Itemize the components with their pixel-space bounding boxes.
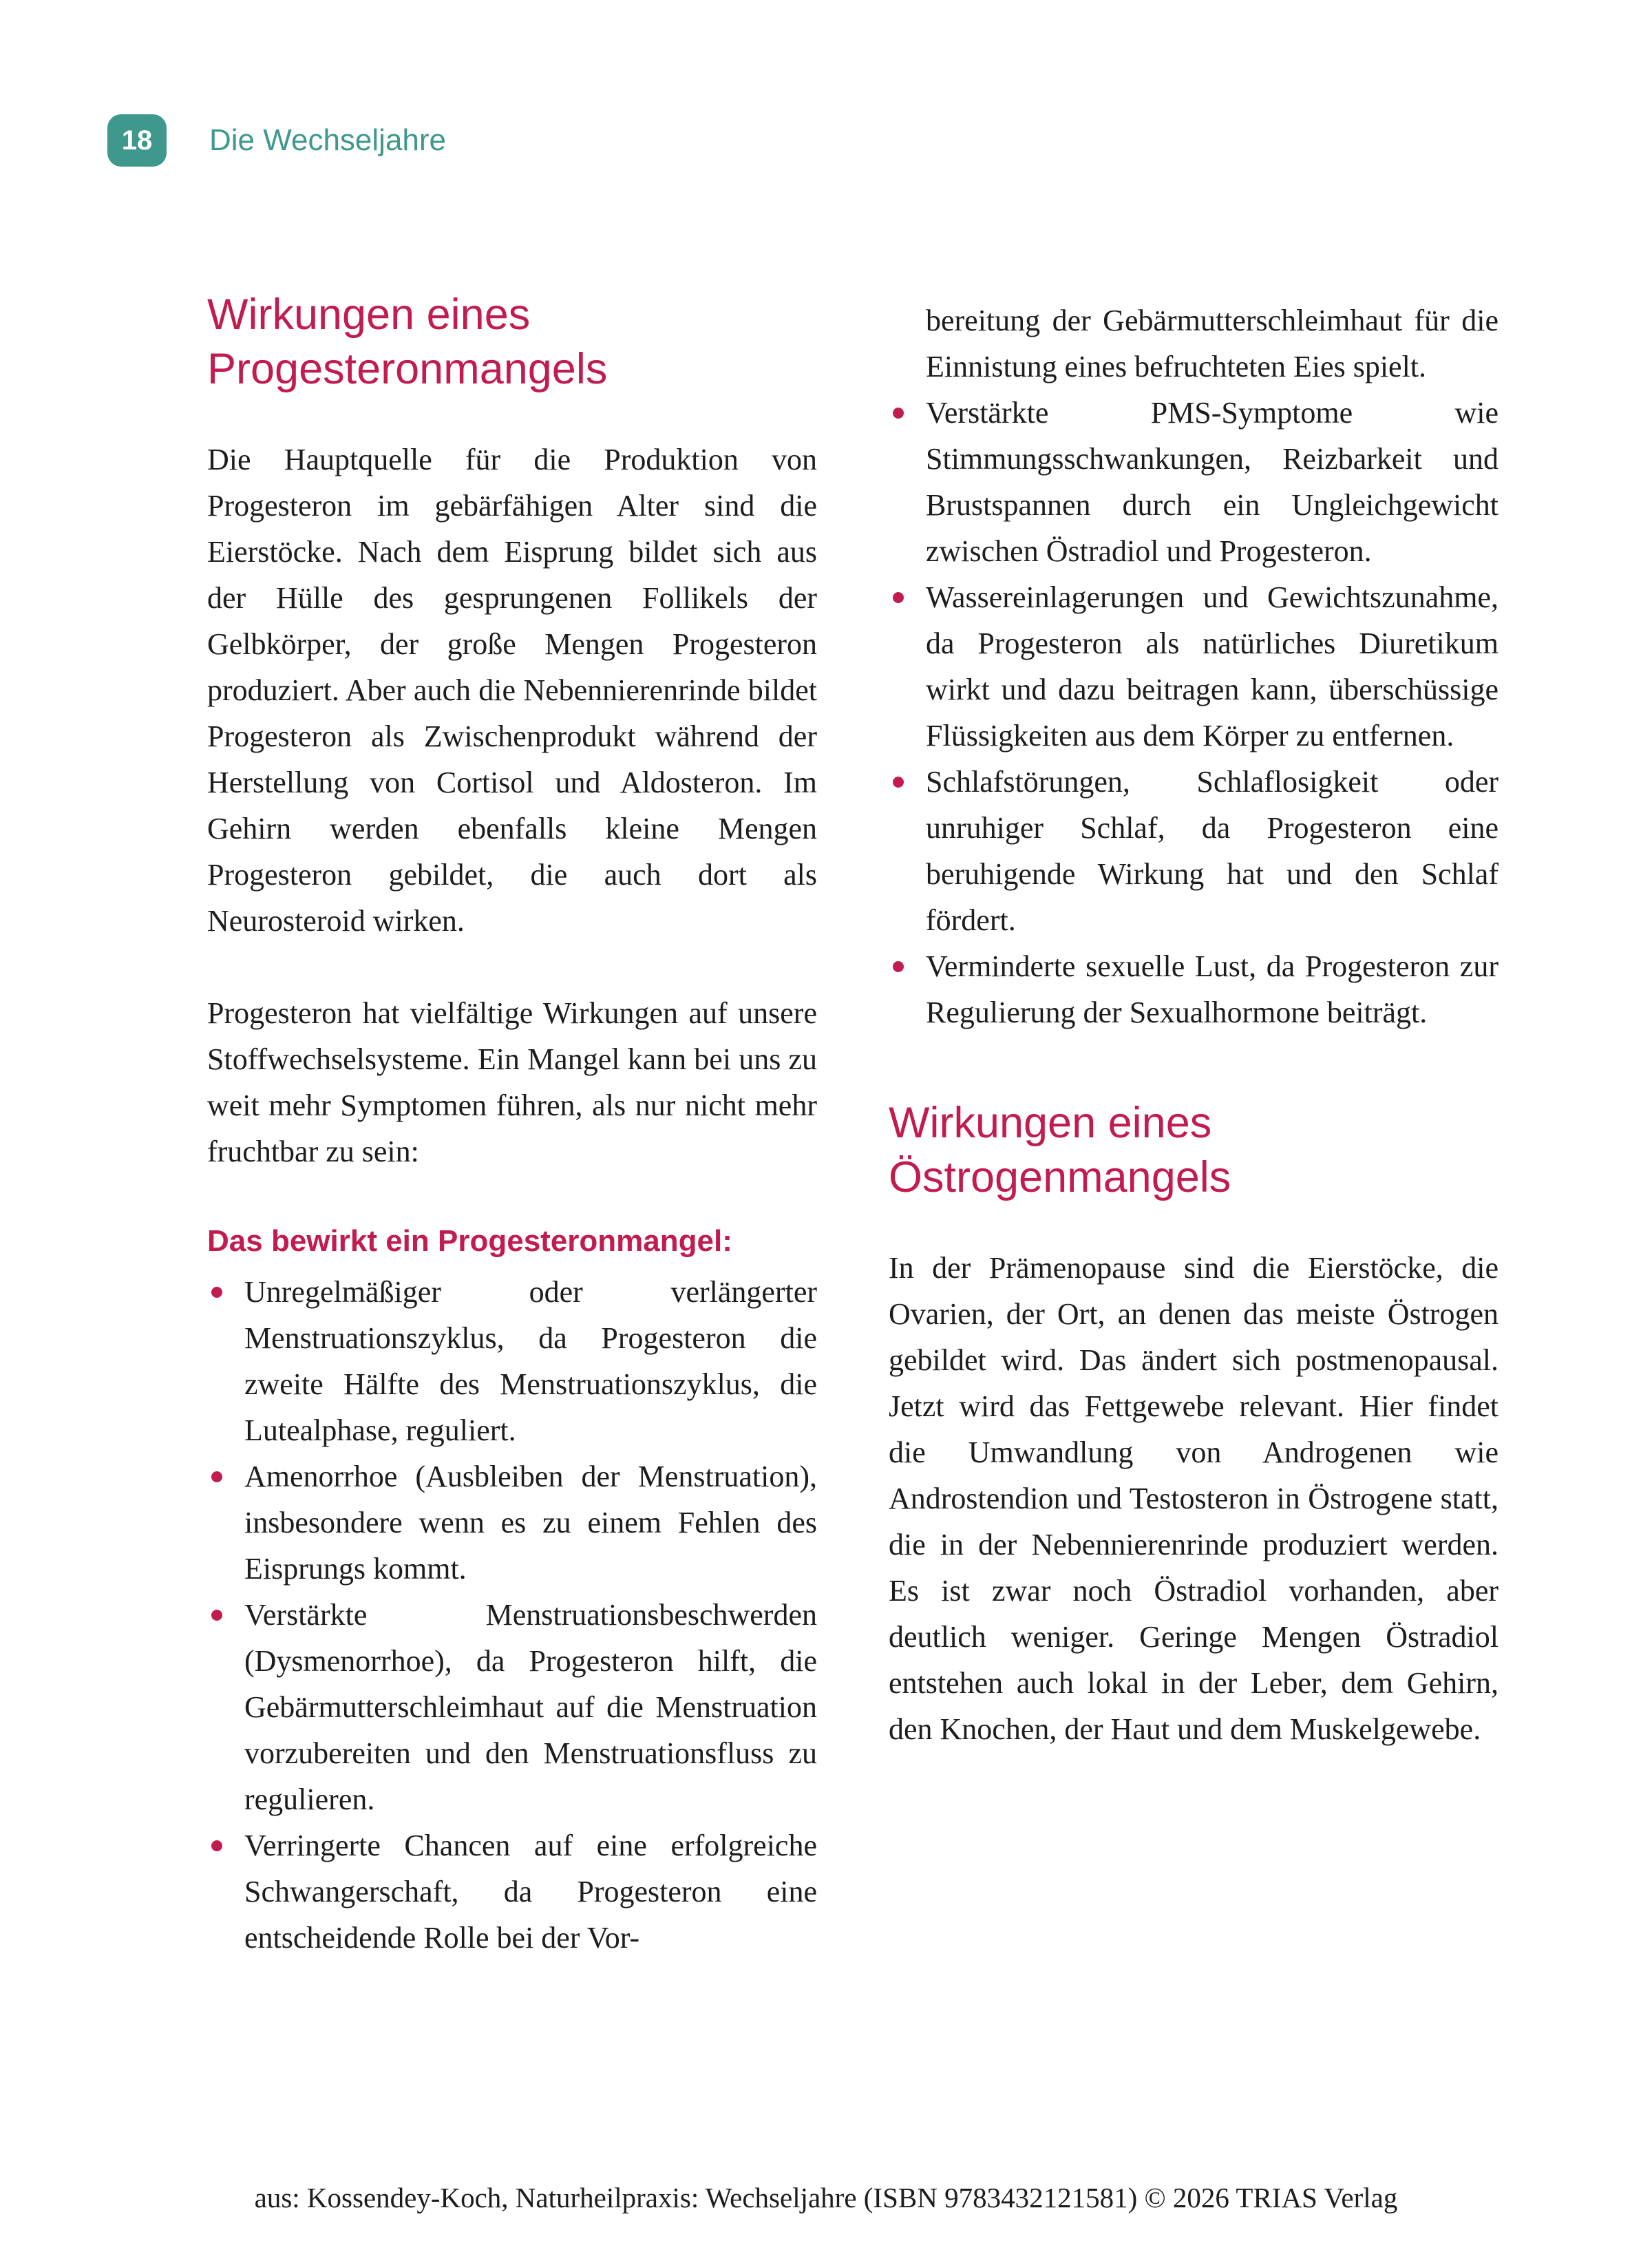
bullet-dot-icon (893, 777, 904, 788)
running-header (107, 114, 446, 167)
section-heading-oestrogenmangel: Wirkungen eines Östrogenmangels (889, 1099, 1231, 1201)
paragraph: Progesteron hat vielfältige Wirkungen auf unsere Stoffwechselsysteme. Ein Mangel kann bei uns zu weit mehr Symptomen führen, als nur nicht mehr fruchtbar zu sein: (207, 996, 817, 1168)
text-columns (207, 288, 1499, 1961)
bullet-list-left (207, 1269, 817, 1961)
bullet-dot-icon (893, 961, 904, 972)
paragraph: In der Prämenopause sind die Eierstöcke, die Ovarien, der Ort, an denen das meiste Östrogen gebildet wird. Das ändert sich postmenopausal. Jetzt wird das Fettgewebe relevant. Hier findet die Umwandlung von Androgenen wie Androstendion und Testosteron in Östrogene statt, die in der Nebennierenrinde produziert werden. Es ist zwar noch Östradiol vorhanden, aber deutlich weniger. Geringe Mengen Östradiol entstehen auch lokal in der Leber, dem Gehirn, den Knochen, der Haut und dem Muskelgewebe. (889, 1251, 1499, 1746)
paragraph-continuation: bereitung der Gebärmutterschleimhaut für die Einnistung eines befruchteten Eies spielt. (926, 304, 1499, 383)
list-title: Das bewirkt ein Progesteronmangel: (207, 1224, 732, 1258)
list-item-text: Amenorrhoe (Ausbleiben der Menstruation), insbesondere wenn es zu einem Fehlen des Eisprungs kommt. (244, 1460, 817, 1586)
list-item-text: Verringerte Chancen auf eine erfolgreiche Schwangerschaft, da Progesteron eine entscheidende Rolle bei der Vor- (244, 1829, 817, 1955)
list-item (207, 1269, 817, 1453)
running-title: Die Wechseljahre (209, 123, 447, 157)
list-item (207, 1453, 817, 1592)
bullet-dot-icon (211, 1471, 222, 1482)
right-column (889, 288, 1499, 1961)
bullet-dot-icon (211, 1610, 222, 1621)
bullet-list-right (889, 390, 1499, 1035)
list-item-text: Verstärkte PMS-Symptome wie Stimmungsschwankungen, Reizbarkeit und Brustspannen durch ein Ungleichgewicht zwischen Östradiol und Progesteron. (926, 396, 1499, 568)
paragraph: Die Hauptquelle für die Produktion von Progesteron im gebärfähigen Alter sind die Eierstöcke. Nach dem Eisprung bildet sich aus der Hülle des gesprungenen Follikels der Gelbkörper, der große Mengen Progesteron produziert. Aber auch die Nebennierenrinde bildet Progesteron als Zwischenprodukt während der Herstellung von Cortisol und Aldosteron. Im Gehirn werden ebenfalls kleine Mengen Progesteron gebildet, die auch dort als Neurosteroid wirken. (207, 443, 817, 938)
list-item (207, 1592, 817, 1822)
section-heading-progesteronmangel: Wirkungen eines Progesteronmangels (207, 291, 608, 393)
bullet-dot-icon (893, 408, 904, 419)
list-item (889, 574, 1499, 759)
footer-credit: aus: Kossendey-Koch, Naturheilpraxis: Wechseljahre (ISBN 9783432121581) © 2026 TRIAS Verlag (254, 2182, 1398, 2213)
list-item-text: Schlafstörungen, Schlaflosigkeit oder unruhiger Schlaf, da Progesteron eine beruhigende Wirkung hat und den Schlaf fördert. (926, 765, 1499, 937)
bullet-dot-icon (211, 1840, 222, 1851)
list-item-text: Unregelmäßiger oder verlängerter Menstruationszyklus, da Progesteron die zweite Hälfte des Menstruationszyklus, die Lutealphase, reguliert. (244, 1275, 817, 1447)
list-item-text: Verminderte sexuelle Lust, da Progesteron zur Regulierung der Sexualhormone beiträgt. (926, 949, 1499, 1029)
list-item (889, 759, 1499, 943)
list-item (889, 390, 1499, 574)
list-item (889, 943, 1499, 1035)
bullet-dot-icon (893, 592, 904, 603)
left-column (207, 288, 817, 1961)
page-number-badge: 18 (107, 114, 167, 167)
list-item-text: Verstärkte Menstruationsbeschwerden (Dysmenorrhoe), da Progesteron hilft, die Gebärmutterschleimhaut auf die Menstruation vorzubereiten und den Menstruationsfluss zu regulieren. (244, 1598, 817, 1816)
list-item (207, 1822, 817, 1961)
list-item-text: Wassereinlagerungen und Gewichtszunahme, da Progesteron als natürliches Diuretikum wirkt und dazu beitragen kann, überschüssige Flüssigkeiten aus dem Körper zu entfernen. (926, 580, 1499, 753)
bullet-dot-icon (211, 1287, 222, 1298)
